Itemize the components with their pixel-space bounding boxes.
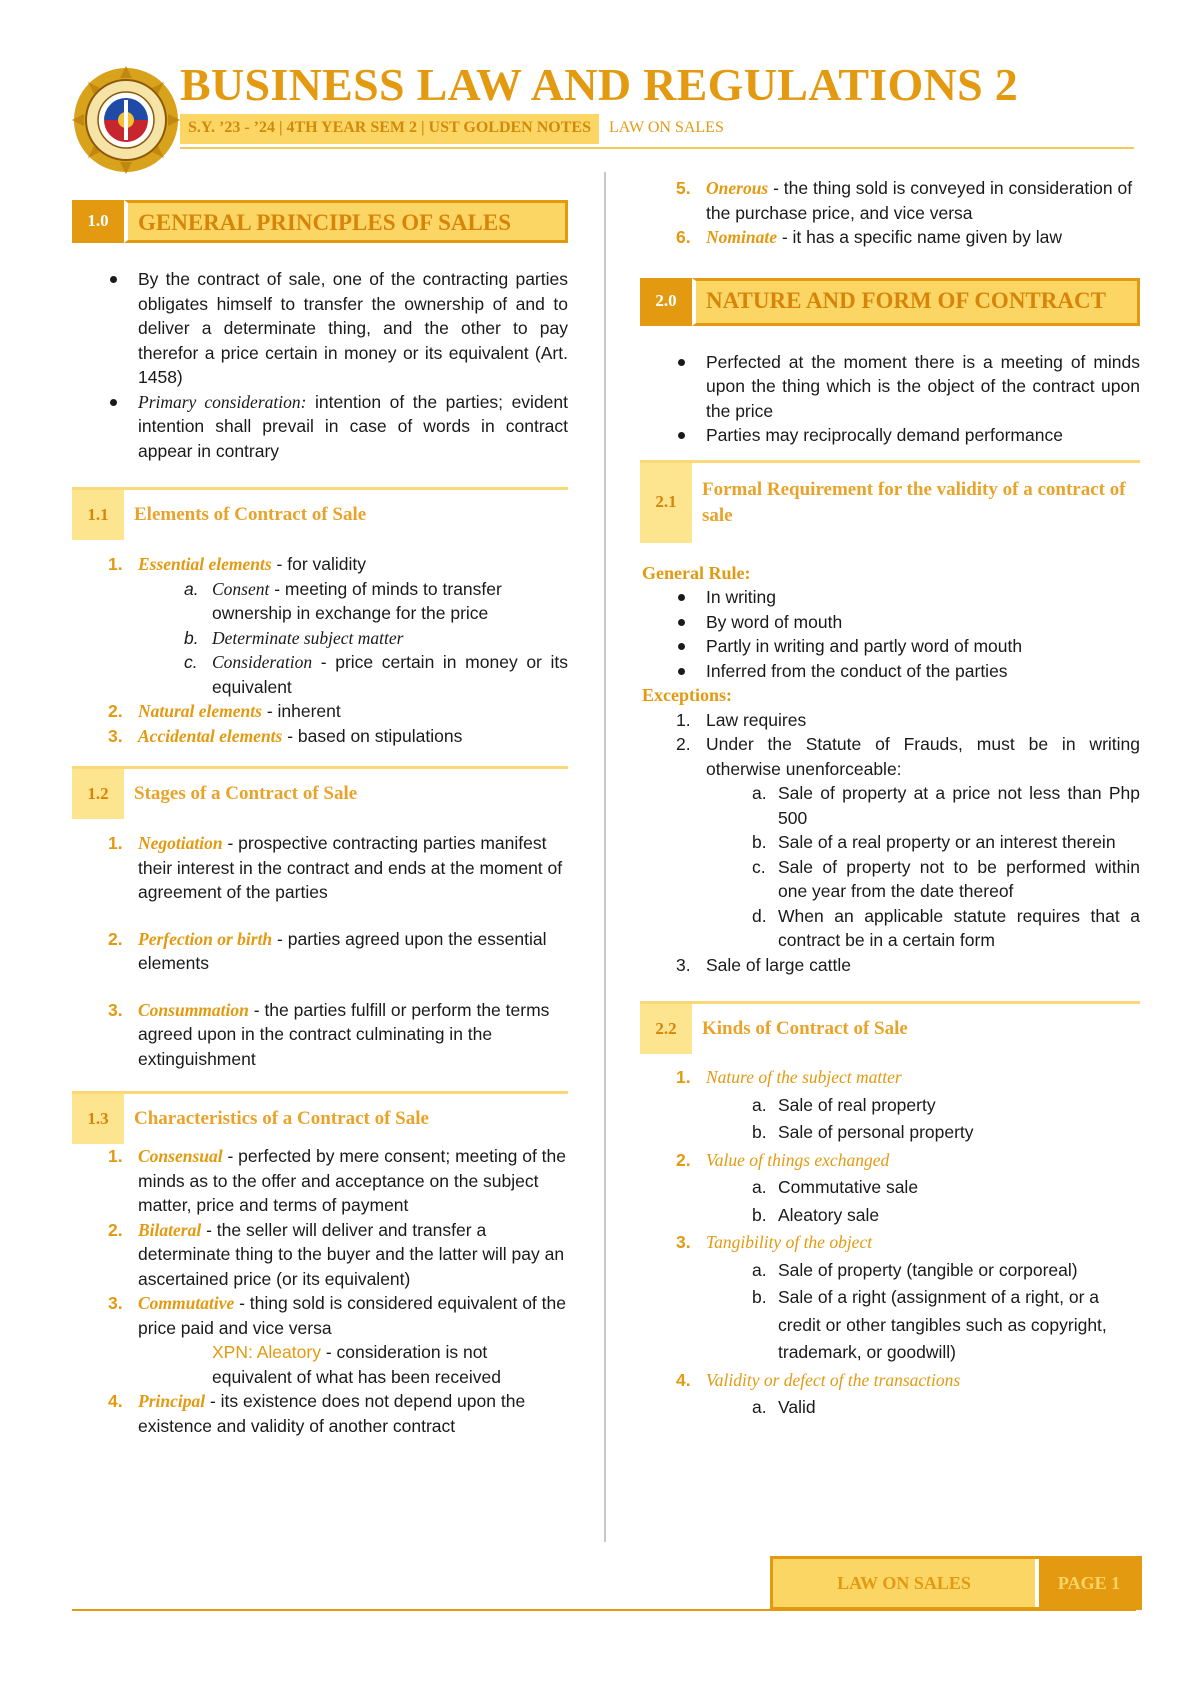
item-term: Validity or defect of the transactions <box>706 1369 961 1390</box>
section-heading-1-0 <box>72 200 568 243</box>
list-item <box>72 552 568 577</box>
list-item <box>72 390 568 464</box>
statute-of-frauds-list <box>640 781 1140 953</box>
item-number: 2. <box>676 1149 691 1170</box>
list-item <box>640 1119 1140 1147</box>
list-item <box>640 659 1140 684</box>
item-term: Perfection or birth <box>138 928 273 949</box>
item-term: Principal <box>138 1391 206 1411</box>
item-number: 3. <box>108 725 123 746</box>
item-text: - parties agreed upon the essential elements <box>138 928 547 973</box>
list-item <box>640 708 1140 733</box>
section-number: 1.2 <box>72 769 124 819</box>
column-divider <box>604 172 606 1542</box>
list-item <box>72 577 568 626</box>
kinds-list <box>640 1064 1140 1422</box>
item-number: 3. <box>676 954 691 975</box>
item-letter: b. <box>752 1287 767 1307</box>
item-letter: c. <box>752 856 766 877</box>
item-term: Tangibility of the object <box>706 1232 873 1252</box>
sub-list <box>72 577 568 700</box>
item-term: Bilateral <box>138 1219 202 1240</box>
section-heading-2-0 <box>640 278 1140 326</box>
item-number: 2. <box>676 734 691 754</box>
document-title: BUSINESS LAW AND REGULATIONS 2 <box>180 59 1019 110</box>
kind-sub-list <box>640 1174 1140 1229</box>
item-letter: b. <box>752 1122 767 1142</box>
section-number: 2.0 <box>640 278 692 326</box>
item-number: 1. <box>676 709 691 730</box>
item-text: Sale of real property <box>778 1094 936 1115</box>
list-item <box>640 176 1140 225</box>
kind-sub-list <box>640 1092 1140 1147</box>
item-text: Sale of property not to be performed within one year from the date thereof <box>778 856 1140 901</box>
item-text: - based on stipulations <box>282 725 463 746</box>
item-text: intention of the parties; evident intention shall prevail in case of words in contract appear in contrary <box>138 391 569 461</box>
list-item <box>72 1389 568 1438</box>
item-letter: a. <box>752 1094 767 1115</box>
item-term: Nominate <box>706 227 777 247</box>
item-text: Sale of a real property or an interest therein <box>778 832 1116 852</box>
item-text: When an applicable statute requires that a contract be in a certain form <box>778 905 1140 950</box>
item-text: By the contract of sale, one of the contracting parties obligates himself to transfer the ownership of and to deliver a determinate thing, and the other to pay therefor a price certain in money or its equivalent (Art. 1458) <box>138 269 568 387</box>
item-text: Aleatory sale <box>778 1204 880 1225</box>
item-term: Consent <box>212 578 270 599</box>
section-heading-1-1 <box>72 487 568 540</box>
section-heading-2-2 <box>640 1001 1140 1054</box>
page-number: PAGE 1 <box>1035 1559 1139 1607</box>
item-letter: a. <box>752 1259 767 1280</box>
list-item <box>640 423 1140 448</box>
item-number: 5. <box>676 178 691 198</box>
item-letter: b. <box>752 1204 767 1225</box>
elements-list-cont <box>72 699 568 748</box>
item-number: 3. <box>108 999 123 1020</box>
section-heading-2-1 <box>640 460 1140 543</box>
list-item <box>640 904 1140 953</box>
item-text: - prospective contracting parties manifest their interest in the contract and ends at the moment of agreement of the parties <box>138 833 563 902</box>
list-item <box>72 267 568 390</box>
bullet-list <box>72 267 568 463</box>
item-text: - thing sold is considered equivalent of the price paid and vice versa <box>138 1293 566 1338</box>
elements-list <box>72 552 568 577</box>
list-item <box>640 855 1140 904</box>
item-text: Parties may reciprocally demand performance <box>706 425 1063 445</box>
list-item <box>640 830 1140 855</box>
exception-label: XPN: Aleatory <box>212 1342 321 1362</box>
exception-text: - consideration is not equivalent of what has been received <box>212 1342 501 1387</box>
exception-note <box>138 1340 568 1389</box>
item-text: Inferred from the conduct of the parties <box>706 660 1008 681</box>
general-rule-label: General Rule: <box>642 562 751 583</box>
university-seal-logo <box>72 66 180 174</box>
item-text: - perfected by mere consent; meeting of the minds as to the offer and acceptance on the subject matter, price and terms of payment <box>138 1146 567 1215</box>
item-text: Sale of a right (assignment of a right, or a credit or other tangibles such as copyright, trademark, or goodwill) <box>778 1287 1107 1362</box>
section-number: 2.2 <box>640 1004 692 1054</box>
list-item <box>72 724 568 749</box>
section-number: 1.3 <box>72 1094 124 1144</box>
item-text: Under the Statute of Frauds, must be in writing otherwise unenforceable: <box>706 734 1140 779</box>
kind-group <box>640 1064 1140 1092</box>
list-item <box>72 650 568 699</box>
item-term: Consensual <box>138 1146 223 1166</box>
list-item <box>640 225 1140 250</box>
section-number: 1.0 <box>72 200 124 243</box>
header-rule <box>180 147 1134 149</box>
item-number: 2. <box>108 1219 123 1240</box>
exceptions-list-cont <box>640 953 1140 978</box>
section-heading-1-3 <box>72 1091 568 1144</box>
item-letter: b. <box>752 832 767 852</box>
item-text: - meeting of minds to transfer ownership in exchange for the price <box>212 578 502 623</box>
item-text: Sale of property at a price not less than Php 500 <box>778 783 1140 828</box>
item-term: Value of things exchanged <box>706 1149 890 1170</box>
list-item <box>640 1202 1140 1230</box>
item-number: 6. <box>676 227 691 247</box>
item-text: - the parties fulfill or perform the terms agreed upon in the contract culminating in the extinguishment <box>138 999 550 1069</box>
general-rule-list <box>640 585 1140 683</box>
item-term: Negotiation <box>138 833 223 853</box>
stages-list <box>72 831 568 1071</box>
footer-rule <box>72 1609 1136 1611</box>
section-title: Elements of Contract of Sale <box>134 504 367 525</box>
item-number: 3. <box>108 1293 123 1313</box>
section-title: Characteristics of a Contract of Sale <box>134 1108 429 1129</box>
section-title: NATURE AND FORM OF CONTRACT <box>692 278 1140 326</box>
list-item <box>640 1174 1140 1202</box>
item-text: Perfected at the moment there is a meeting of minds upon the thing which is the object of the contract upon the price <box>706 351 1140 421</box>
list-item <box>72 927 568 976</box>
right-column <box>640 172 1140 1422</box>
list-item <box>640 585 1140 610</box>
list-item <box>640 781 1140 830</box>
list-item <box>72 831 568 905</box>
item-number: 1. <box>676 1067 691 1087</box>
item-term: Consummation <box>138 999 249 1020</box>
list-item <box>640 1257 1140 1285</box>
item-number: 4. <box>108 1391 123 1411</box>
item-text: - the seller will deliver and transfer a determinate thing to the buyer and the latter will pay an ascertained price (or its equivalent) <box>138 1219 565 1289</box>
item-text: Commutative sale <box>778 1177 919 1197</box>
list-item <box>640 1394 1140 1422</box>
item-term: Commutative <box>138 1293 235 1313</box>
list-item <box>640 634 1140 659</box>
list-item <box>72 1291 568 1389</box>
list-item <box>640 350 1140 424</box>
item-term: Accidental elements <box>138 725 283 746</box>
header-meta: S.Y. ’23 - ’24 | 4TH YEAR SEM 2 | UST GOLDEN NOTES <box>180 114 599 144</box>
item-text: Law requires <box>706 709 807 730</box>
list-item <box>640 1367 1140 1395</box>
section-title: Kinds of Contract of Sale <box>702 1018 908 1039</box>
section-number: 1.1 <box>72 490 124 540</box>
item-number: 1. <box>108 1146 123 1166</box>
item-text: Partly in writing and partly word of mouth <box>706 636 1023 656</box>
section-heading-1-2 <box>72 766 568 819</box>
item-letter: a. <box>752 783 767 803</box>
item-text: - for validity <box>271 554 367 574</box>
list-item <box>640 953 1140 978</box>
section-number: 2.1 <box>640 463 692 543</box>
page-footer <box>770 1556 1142 1610</box>
left-column <box>72 172 568 1438</box>
item-number: 3. <box>676 1232 691 1252</box>
item-number: 4. <box>676 1369 691 1390</box>
kind-sub-list <box>640 1394 1140 1422</box>
list-item <box>640 610 1140 635</box>
list-item <box>640 1229 1140 1257</box>
list-item <box>640 1092 1140 1120</box>
item-text: - it has a specific name given by law <box>776 227 1062 247</box>
exceptions-label: Exceptions: <box>642 685 732 705</box>
kind-group <box>640 1367 1140 1395</box>
list-item <box>72 1218 568 1292</box>
item-letter: a. <box>184 578 199 599</box>
section-title: GENERAL PRINCIPLES OF SALES <box>124 200 568 243</box>
characteristics-list <box>72 1144 568 1438</box>
item-number: 1. <box>108 833 123 853</box>
list-item <box>640 1147 1140 1175</box>
kind-group <box>640 1229 1140 1257</box>
item-text: Valid <box>778 1397 816 1417</box>
item-text: - inherent <box>261 701 341 721</box>
header-meta-bar <box>180 114 732 144</box>
kind-group <box>640 1147 1140 1175</box>
list-item <box>72 626 568 651</box>
item-letter: b. <box>184 627 199 648</box>
list-item <box>72 1144 568 1218</box>
item-letter: c. <box>184 652 198 672</box>
list-item <box>72 699 568 724</box>
item-text: In writing <box>706 587 777 607</box>
item-number: 1. <box>108 554 123 574</box>
list-item <box>640 1064 1140 1092</box>
item-letter: a. <box>752 1177 767 1197</box>
list-item <box>640 1284 1140 1367</box>
item-term: Natural elements <box>138 701 262 721</box>
item-number: 2. <box>108 701 123 721</box>
footer-topic: LAW ON SALES <box>773 1559 1035 1607</box>
item-text: - price certain in money or its equivalent <box>212 652 568 697</box>
kind-sub-list <box>640 1257 1140 1367</box>
item-number: 2. <box>108 928 123 949</box>
item-term: Determinate subject matter <box>212 627 404 648</box>
item-text: By word of mouth <box>706 611 843 632</box>
item-letter: a. <box>752 1397 767 1417</box>
bullet-list <box>640 350 1140 448</box>
item-term: Onerous <box>706 178 769 198</box>
item-text: Sale of large cattle <box>706 954 851 975</box>
header-topic: LAW ON SALES <box>608 119 724 136</box>
item-text: Sale of property (tangible or corporeal) <box>778 1259 1078 1280</box>
list-item <box>640 732 1140 781</box>
item-term: Primary consideration: <box>138 391 307 412</box>
section-title: Stages of a Contract of Sale <box>134 783 358 804</box>
item-text: - the thing sold is conveyed in consideration of the purchase price, and vice versa <box>706 178 1133 223</box>
item-text: - its existence does not depend upon the existence and validity of another contract <box>138 1391 526 1436</box>
item-letter: d. <box>752 905 767 926</box>
item-text: Sale of personal property <box>778 1122 974 1142</box>
item-term: Nature of the subject matter <box>706 1067 902 1087</box>
characteristics-list-cont <box>640 176 1140 250</box>
list-item <box>72 998 568 1072</box>
section-title: Formal Requirement for the validity of a contract of sale <box>702 478 1126 526</box>
item-term: Consideration <box>212 652 313 672</box>
exceptions-list <box>640 708 1140 782</box>
item-term: Essential elements <box>138 554 272 574</box>
